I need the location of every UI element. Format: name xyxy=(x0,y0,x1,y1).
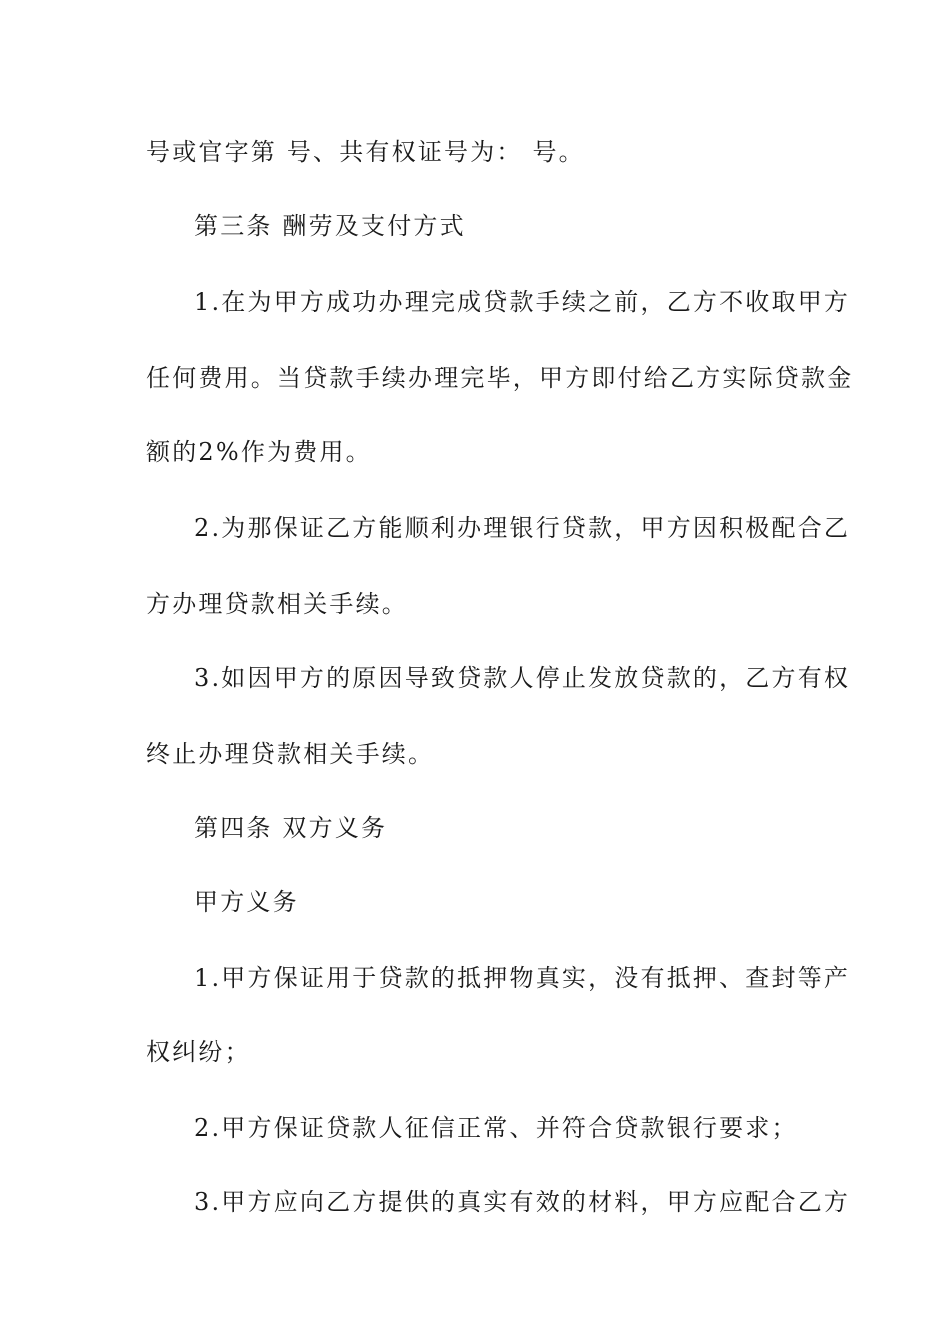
obligation-2-line-1: 2.甲方保证贷款人征信正常、并符合贷款银行要求； xyxy=(194,1114,798,1142)
clause-3-3-line-1: 3.如因甲方的原因导致贷款人停止发放贷款的，乙方有权 xyxy=(194,664,851,692)
clause-3-1-line-3: 额的2%作为费用。 xyxy=(146,438,372,466)
clause-3-3-line-2: 终止办理贷款相关手续。 xyxy=(146,740,435,768)
clause-3-1-line-1: 1.在为甲方成功办理完成贷款手续之前，乙方不收取甲方 xyxy=(194,288,851,316)
section-heading-4: 第四条 双方义务 xyxy=(194,814,388,842)
clause-3-2-line-2: 方办理贷款相关手续。 xyxy=(146,590,408,618)
obligation-3-line-1: 3.甲方应向乙方提供的真实有效的材料，甲方应配合乙方 xyxy=(194,1188,851,1216)
party-a-obligations-heading: 甲方义务 xyxy=(194,888,299,916)
clause-3-2-line-1: 2.为那保证乙方能顺利办理银行贷款，甲方因积极配合乙 xyxy=(194,514,851,542)
paragraph-line-1: 号或官字第 号、共有权证号为： 号。 xyxy=(146,138,585,166)
obligation-1-line-1: 1.甲方保证用于贷款的抵押物真实，没有抵押、查封等产 xyxy=(194,964,851,992)
obligation-1-line-2: 权纠纷； xyxy=(146,1038,251,1066)
clause-3-1-line-2: 任何费用。当贷款手续办理完毕，甲方即付给乙方实际贷款金 xyxy=(146,364,854,392)
section-heading-3: 第三条 酬劳及支付方式 xyxy=(194,212,466,240)
